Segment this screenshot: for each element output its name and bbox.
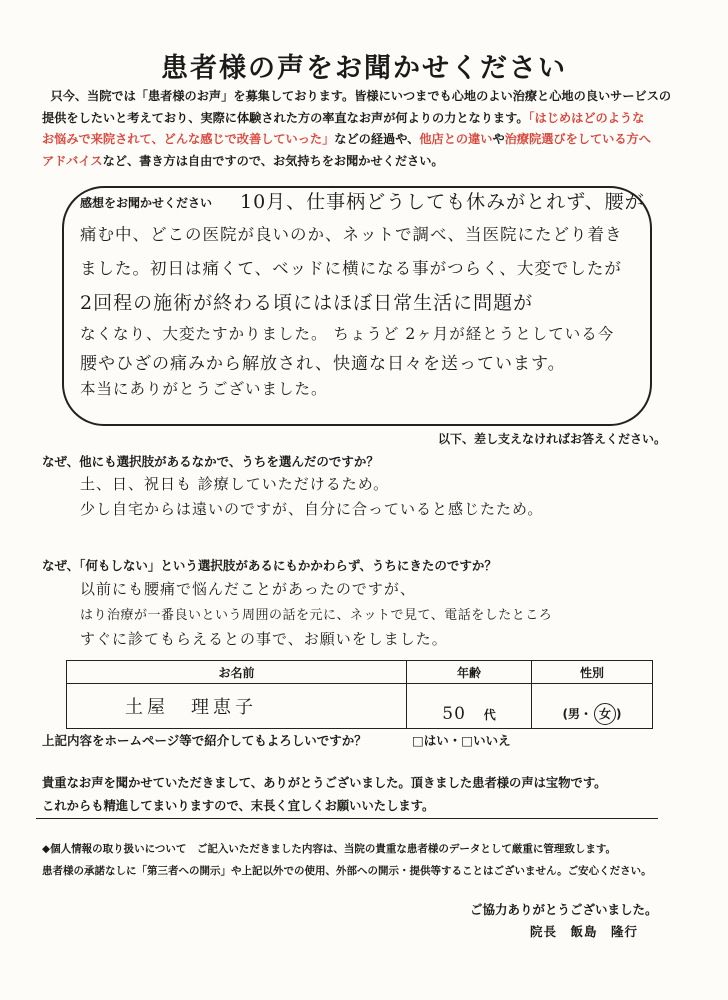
- optional-note: 以下、差し支えなければお答えください。: [438, 432, 667, 446]
- gender-cell: [532, 684, 653, 729]
- thanks-text: [42, 772, 606, 818]
- header-age: 年齢: [407, 661, 532, 684]
- feedback-line: ました。初日は痛くて、ベッドに横になる事がつらく、大変でしたが: [80, 259, 622, 278]
- feedback-line: 痛む中、どこの医院が良いのか、ネットで調べ、当医院にたどり着き: [80, 225, 623, 244]
- table-value-row: [67, 684, 653, 729]
- intro-line-1: 只今、当院では「患者様のお声」を募集しております。皆様にいつまでも心地のよい治療と心地の良いサービスの: [50, 89, 672, 103]
- privacy-line: 患者様の承諾なしに「第三者への開示」や上記以外での使用、外部への開示・提供等することはございません。ご安心ください。: [42, 865, 652, 877]
- intro-line-2: 提供をしたいと考えており、実際に体験された方の率直なお声が何よりの力となります。「はじめはどのような: [42, 110, 645, 125]
- answer-2-line: すぐに診てもらえるとの事で、お願いをしました。: [80, 630, 448, 648]
- header-name: お名前: [67, 661, 407, 684]
- patient-name: 土屋 理恵子: [125, 697, 257, 718]
- gender-options: (男・ 女 ): [563, 707, 622, 721]
- consent-options[interactable]: □はい・□いいえ: [412, 733, 511, 748]
- feedback-line: 腰やひざの痛みから解放され、快適な日々を送っています。: [80, 354, 566, 374]
- intro-line-3: お悩みで来院されて、どんな感じで改善していった」などの経過や、他店との違いや治療院選びをしている方へ: [42, 132, 651, 146]
- question-2: なぜ、「何もしない」という選択肢があるにもかかわらず、うちにきたのですか？: [42, 558, 497, 573]
- feedback-line: 本当にありがとうございました。: [80, 380, 328, 398]
- answer-2-line: 以前にも腰痛で悩んだことがあったのですが、: [80, 580, 416, 598]
- intro-text: [42, 86, 692, 172]
- name-cell: [67, 684, 407, 729]
- consent-question: 上記内容をホームページ等で紹介してもよろしいですか？: [42, 733, 367, 748]
- answer-1-line: 土、日、祝日も 診療していただけるため。: [80, 475, 390, 493]
- answer-1-line: 少し自宅からは遠いのですが、自分に合っていると感じたため。: [80, 500, 544, 518]
- table-header-row: [67, 661, 653, 684]
- answer-2-line: はり治療が一番良いという周囲の話を元に、ネットで見て、電話をしたところ: [80, 608, 553, 623]
- page-title: 患者様の声をお聞かせください: [161, 53, 567, 84]
- intro-line-4: アドバイスなど、書き方は自由ですので、お気持ちをお聞かせください。: [42, 153, 444, 168]
- feedback-label: 感想をお聞かせください: [80, 196, 213, 210]
- header-gender: 性別: [532, 661, 653, 684]
- question-1: なぜ、他にも選択肢があるなかで、うちを選んだのですか？: [42, 454, 379, 469]
- gender-male: 男: [567, 707, 580, 721]
- patient-age: 50: [442, 704, 466, 724]
- thanks-line: 貴重なお声を聞かせていただきまして、ありがとうございました。頂きました患者様の声は宝物です。: [42, 776, 607, 790]
- thanks-line: これからも精進してまいりますので、末長く宜しくお願いいたします。: [42, 799, 435, 813]
- feedback-line: 10月、仕事柄どうしても休みがとれず、腰が: [240, 191, 645, 213]
- divider: [36, 818, 658, 819]
- privacy-notice: [42, 838, 652, 882]
- age-unit: 代: [483, 708, 496, 722]
- feedback-line: なくなり、大変たすかりました。 ちょうど 2ヶ月が経とうとしている今: [80, 325, 615, 343]
- age-cell: [407, 684, 532, 729]
- closing-text: ご協力ありがとうございました。: [470, 902, 658, 917]
- signature: 院長 飯島 隆行: [530, 924, 639, 939]
- patient-info-table: [66, 660, 653, 729]
- feedback-line: 2回程の施術が終わる頃にはほぼ日常生活に問題が: [80, 292, 534, 314]
- privacy-line: ◆個人情報の取り扱いについて ご記入いただきました内容は、当院の貴重な患者様のデータとして厳重に管理致します。: [42, 843, 617, 855]
- gender-female-circled: 女: [594, 703, 616, 725]
